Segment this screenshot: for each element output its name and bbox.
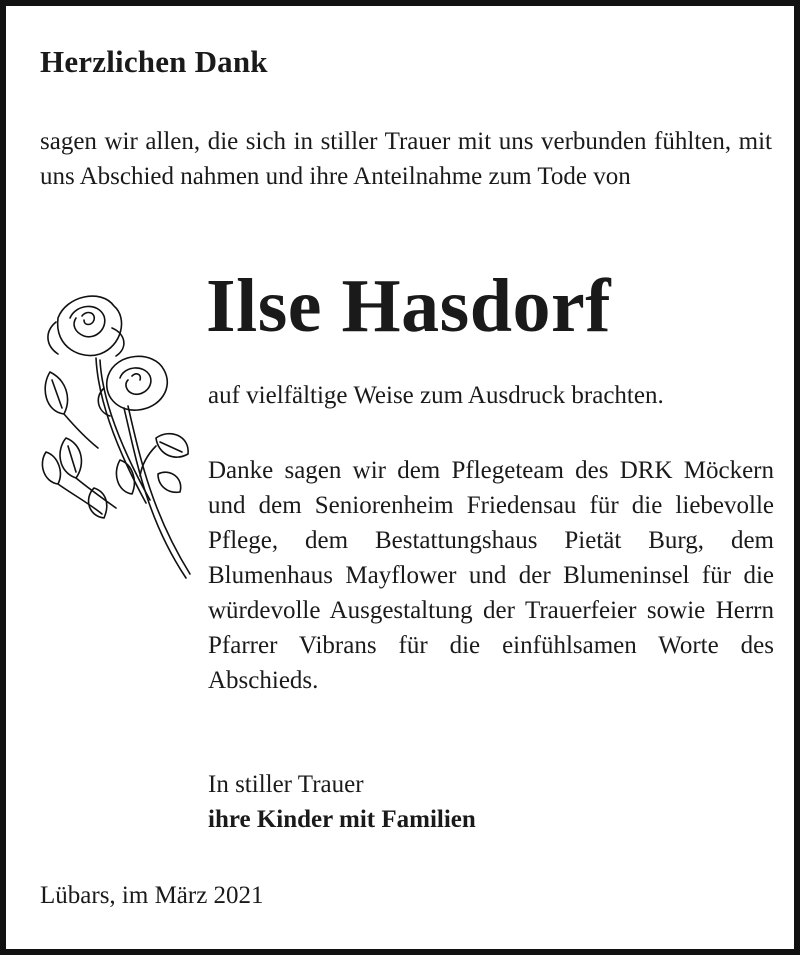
heading: Herzlichen Dank (40, 44, 268, 79)
closing-line: In stiller Trauer (208, 771, 364, 798)
rose-illustration (36, 288, 196, 608)
paragraph-thanks: Danke sagen wir dem Pflegeteam des DRK Möckern und dem Seniorenheim Friedensau für die liebevolle Pflege, dem Bestattungshaus Pietät Burg, dem Blumenhaus Mayflower und der Blumeninsel für die würdevolle Ausgestaltung der Trauerfeier sowie Herrn Pfarrer Vibrans für die einfühlsamen Worte des Abschieds. (208, 457, 774, 694)
place-date: Lübars, im März 2021 (40, 882, 264, 909)
intro-text: sagen wir allen, die sich in stiller Trauer mit uns verbunden fühlten, mit uns Abschied nahmen und ihre Anteilnahme zum Tode von (40, 128, 772, 190)
paragraph-expression: auf vielfältige Weise zum Ausdruck brachten. (208, 382, 664, 409)
closing-block (208, 767, 774, 837)
family-signature: ihre Kinder mit Familien (208, 806, 476, 833)
deceased-name: Ilse Hasdorf (206, 264, 611, 348)
